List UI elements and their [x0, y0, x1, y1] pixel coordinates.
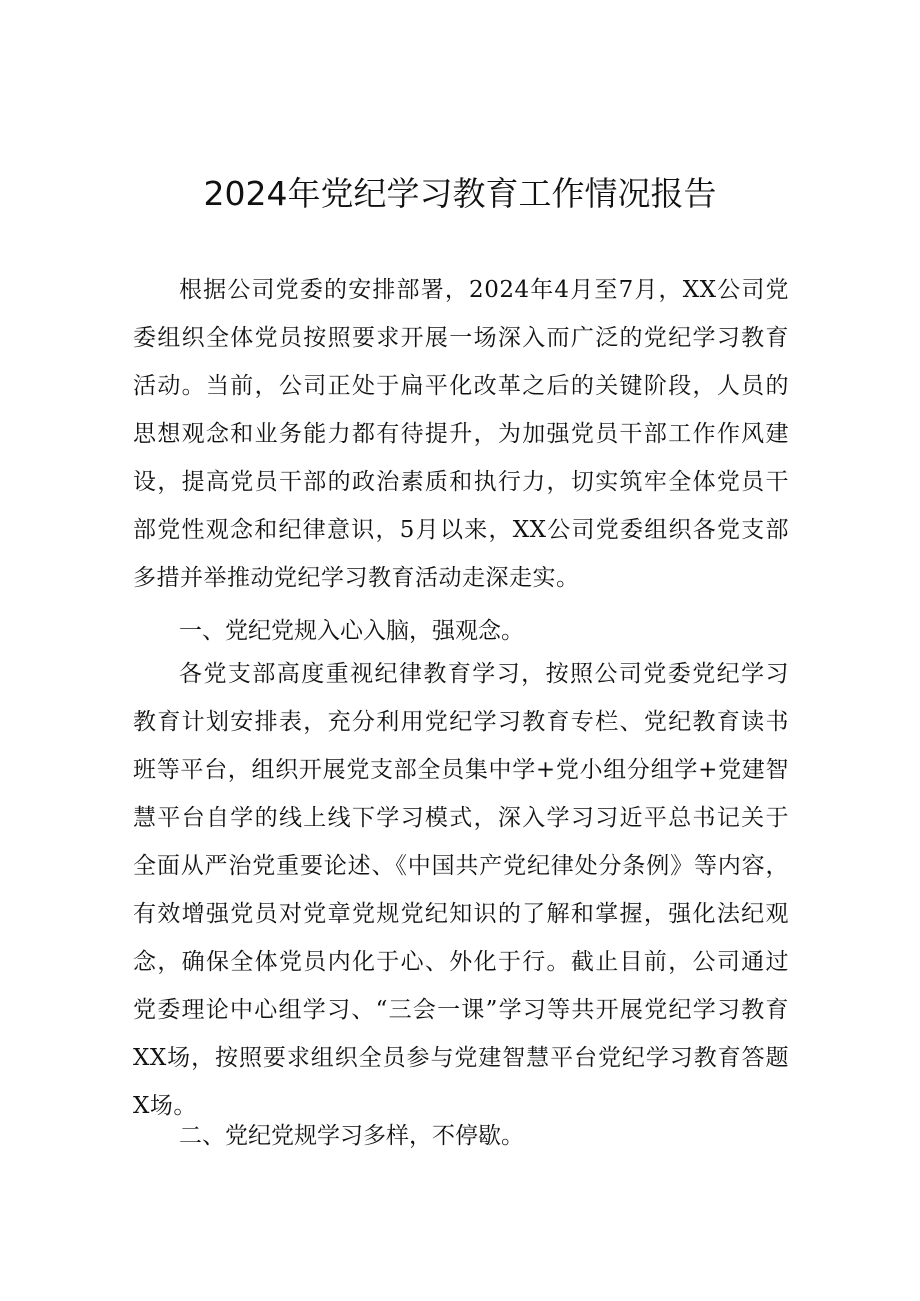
paragraph-section-1: 各党支部高度重视纪律教育学习，按照公司党委党纪学习教育计划安排表，充分利用党纪学习教育专栏、党纪教育读书班等平台，组织开展党支部全员集中学+党小组分组学+党建智慧平台自学的线上线下学习模式，深入学习习近平总书记关于全面从严治党重要论述、《中国共产党纪律处分条例》等内容，有效增强党员对党章党规党纪知识的了解和掌握，强化法纪观念，确保全体党员内化于心、外化于行。截止目前，公司通过党委理论中心组学习、“三会一课”学习等共开展党纪学习教育XX场，按照要求组织全员参与党建智慧平台党纪学习教育答题X场。 — [133, 661, 789, 1119]
section-heading-2: 二、党纪党规学习多样，不停歇。 — [179, 1123, 524, 1149]
paragraph-intro: 根据公司党委的安排部署，2024年4月至7月，XX公司党委组织全体党员按照要求开展一场深入而广泛的党纪学习教育活动。当前，公司正处于扁平化改革之后的关键阶段，人员的思想观念和业务能力都有待提升，为加强党员干部工作作风建设，提高党员干部的政治素质和执行力，切实筑牢全体党员干部党性观念和纪律意识，5月以来，XX公司党委组织各党支部多措并举推动党纪学习教育活动走深走实。 — [133, 277, 789, 591]
document-title: 2024年党纪学习教育工作情况报告 — [203, 174, 717, 213]
section-heading-1: 一、党纪党规入心入脑，强观念。 — [179, 618, 524, 644]
